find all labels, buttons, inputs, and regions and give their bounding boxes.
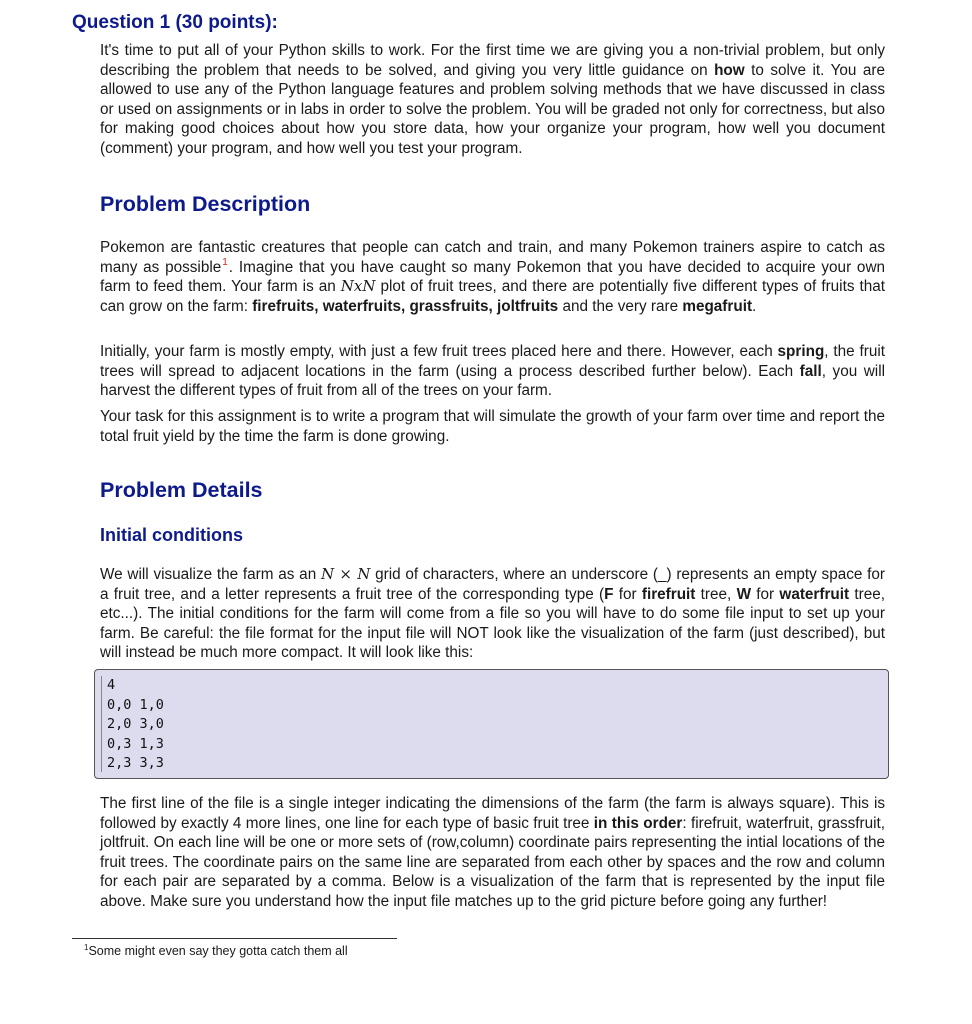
desc-p1-text-c: plot of fruit trees, and there are potentially five different types of fruits that can grow on the farm:	[100, 278, 885, 315]
details-p1-text-b: grid of characters, where an underscore (_) represents an empty space for a fruit tree, and a letter represents a fruit tree of the corresponding type (	[100, 566, 885, 603]
details-p2-text-a: The first line of the file is a single integer indicating the dimensions of the farm (the farm is always square). This is followed by exactly 4 more lines, one line for each type of basic fruit tree	[100, 795, 885, 832]
description-paragraph-1	[100, 238, 885, 316]
details-paragraph-1	[100, 565, 885, 663]
f-letter-emphasis: F	[604, 585, 614, 603]
megafruit-emphasis: megafruit	[682, 297, 753, 315]
question-intro-paragraph	[100, 41, 885, 158]
desc-p1-text-b: . Imagine that you have caught so many Pokemon that you have decided to acquire your own farm to feed them. Your farm is an	[100, 258, 885, 295]
code-line: 0,0 1,0	[107, 696, 164, 713]
firefruit-emphasis: firefruit	[641, 585, 696, 603]
details-p1-text-d: tree,	[695, 585, 737, 603]
spring-emphasis: spring	[777, 343, 825, 360]
footnote-text: Some might even say they gotta catch them all	[88, 944, 348, 958]
footnote	[84, 944, 348, 958]
intro-text-2: to solve it. You are allowed to use any of the Python language features and problem solving methods that we have discussed in class or used on assignments or in labs in order to solve the problem. You will be graded not only for correctness, but also for making good choices about how you store data, how your organize your program, how well you document (comment) your program, and how well you test your program.	[100, 61, 886, 157]
desc-p2-text-a: Initially, your farm is mostly empty, with just a few fruit trees placed here and there. However, each	[100, 343, 778, 360]
problem-details-heading: Problem Details	[100, 478, 263, 502]
desc-p1-text-d: and the very rare	[558, 297, 683, 315]
intro-how-emphasis: how	[714, 61, 745, 79]
initial-conditions-heading: Initial conditions	[100, 525, 243, 545]
details-p1-text-f: tree, etc...). The initial conditions for the farm will come from a file so you will have to do some file input to set up your farm. Be careful: the file format for the input file will NOT look like the visualization of the farm (just described), but will instead be much more compact. It will look like this:	[100, 585, 886, 661]
desc-p2-text-b: , the fruit trees will spread to adjacent locations in the farm (using a process described further below). Each	[100, 343, 886, 380]
details-paragraph-2	[100, 794, 885, 911]
code-line: 2,0 3,0	[107, 716, 164, 732]
fruit-types-emphasis: firefruits, waterfruits, grassfruits, joltfruits	[252, 297, 559, 315]
waterfruit-emphasis: waterfruit	[779, 585, 850, 603]
description-paragraph-2	[100, 342, 885, 401]
details-p1-text-e: for	[751, 585, 780, 603]
details-p1-text-a: We will visualize the farm as an	[100, 566, 321, 583]
desc-p2-text-c: , you will harvest the different types of fruit from all of the trees on your farm.	[100, 362, 885, 399]
input-file-example-box	[94, 669, 889, 779]
question-title: Question 1 (30 points):	[72, 12, 278, 33]
description-paragraph-3: Your task for this assignment is to write a program that will simulate the growth of your farm over time and report the total fruit yield by the time the farm is done growing.	[100, 408, 885, 445]
code-listing	[101, 676, 888, 772]
details-p1-text-c: for	[613, 585, 642, 603]
n-by-n-math: N × N	[320, 565, 371, 583]
fall-emphasis: fall	[799, 362, 822, 380]
nxn-math: NxN	[340, 277, 376, 295]
details-p2-text-b: : firefruit, waterfruit, grassfruit, joltfruit. On each line will be one or more sets of (row,column) coordinate pairs representing the intial locations of the fruit trees. The coordinate pairs on the same line are separated from each other by spaces and the row and column for each pair are separated by a comma. Below is a visualization of the farm that is represented by the input file above. Make sure you understand how the input file matches up to the grid picture before going any further!	[100, 814, 885, 910]
w-letter-emphasis: W	[736, 585, 752, 603]
code-line: 0,3 1,3	[107, 735, 164, 752]
desc-p1-text-a: Pokemon are fantastic creatures that people can catch and train, and many Pokemon trainers aspire to catch as many as possible	[100, 239, 885, 276]
footnote-marker: 1	[84, 942, 89, 952]
problem-description-heading: Problem Description	[100, 192, 311, 216]
code-line: 2,3 3,3	[107, 755, 164, 771]
footnote-divider	[72, 938, 397, 939]
desc-p1-text-e: .	[752, 297, 757, 315]
in-this-order-emphasis: in this order	[593, 814, 683, 832]
code-line: 4	[107, 677, 116, 693]
footnote-reference[interactable]: 1	[222, 257, 228, 269]
intro-text-1: It's time to put all of your Python skills to work. For the first time we are giving you a non-trivial problem, but only describing the problem that needs to be solved, and giving you very little guidance on	[100, 42, 885, 79]
